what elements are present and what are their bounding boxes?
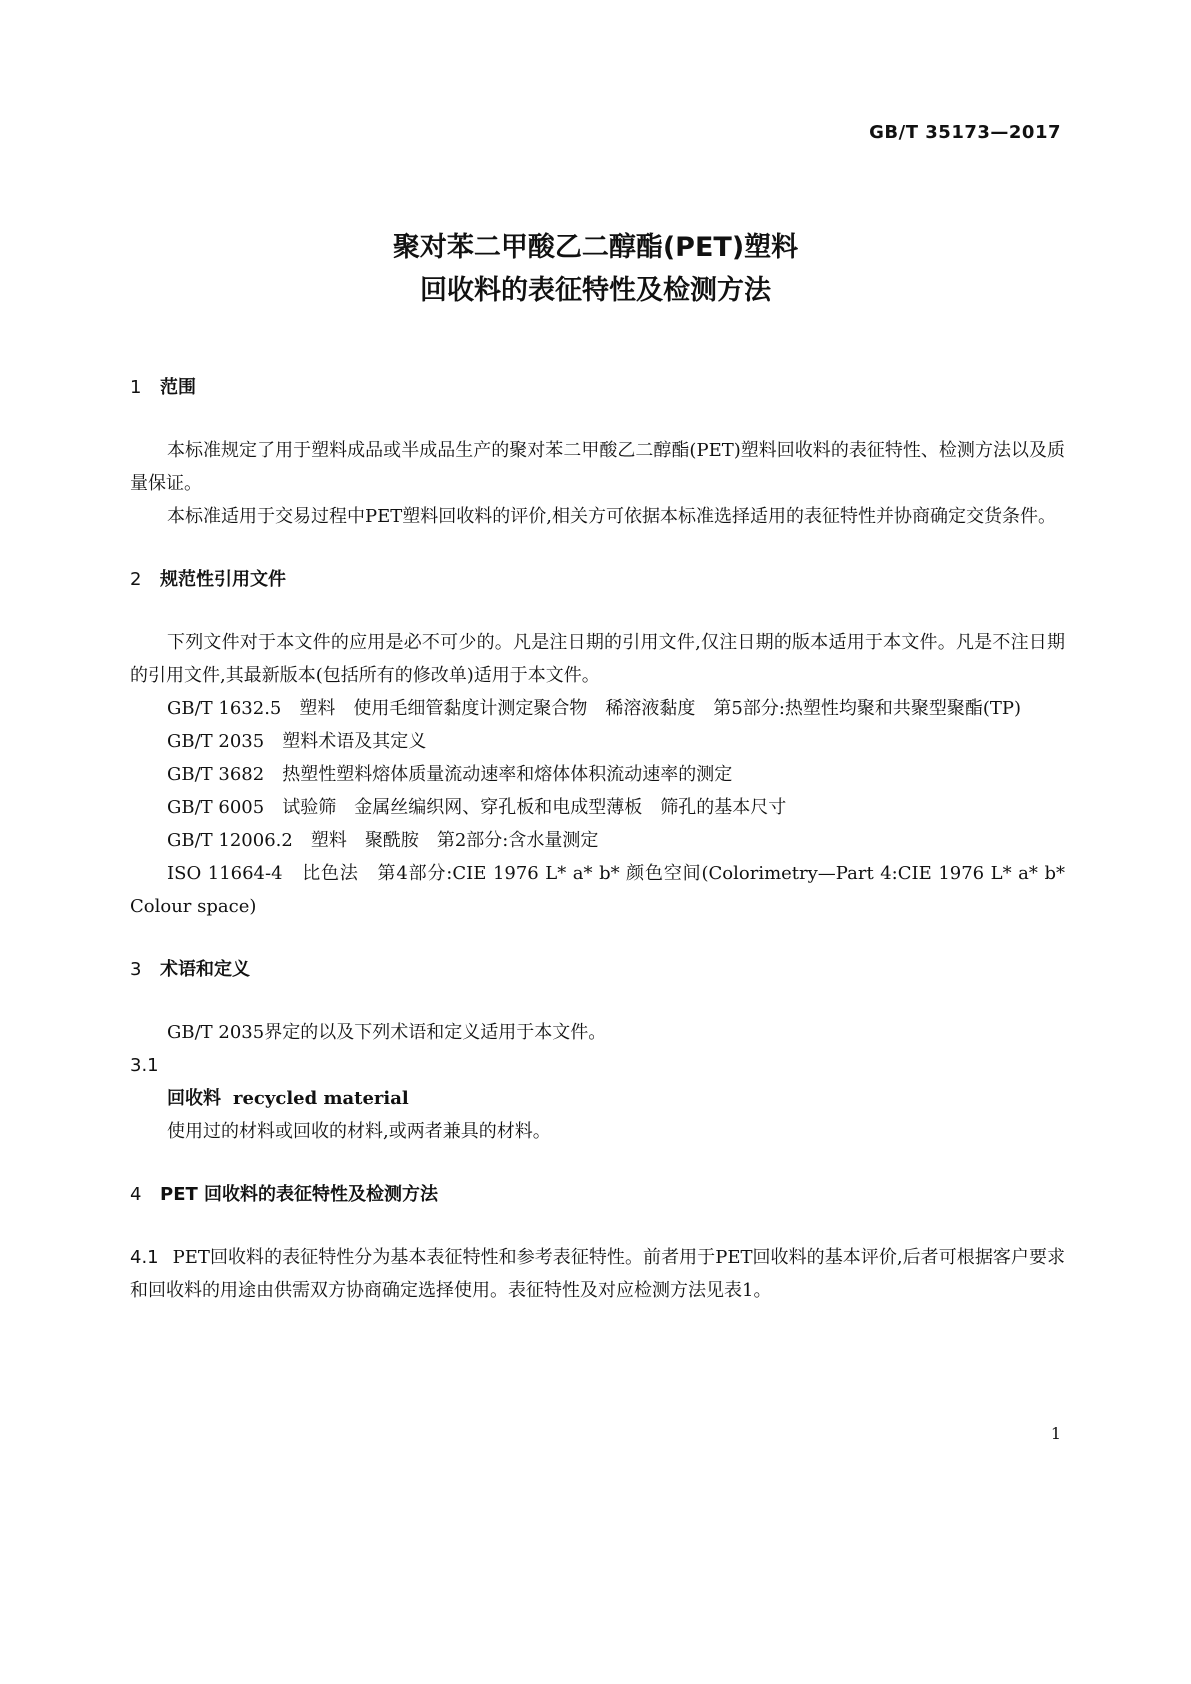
section-title: 范围 — [160, 377, 196, 398]
term-definition: 使用过的材料或回收的材料,或两者兼具的材料。 — [167, 1121, 551, 1142]
paragraph: 本标准适用于交易过程中PET塑料回收料的评价,相关方可依据本标准选择适用的表征特性并协商确定交货条件。 — [167, 506, 1056, 527]
section-title: 规范性引用文件 — [160, 569, 286, 590]
reference-item: GB/T 6005 试验筛 金属丝编织网、穿孔板和电成型薄板 筛孔的基本尺寸 — [167, 797, 787, 818]
reference-item: GB/T 3682 热塑性塑料熔体质量流动速率和熔体体积流动速率的测定 — [167, 764, 733, 785]
reference-item: GB/T 12006.2 塑料 聚酰胺 第2部分:含水量测定 — [167, 830, 599, 851]
section-number: 3 — [130, 959, 142, 980]
section-heading-scope — [130, 371, 1065, 404]
title-line-2: 回收料的表征特性及检测方法 — [420, 275, 771, 306]
document-body — [130, 371, 1065, 1307]
standard-number: GB/T 35173—2017 — [869, 122, 1061, 143]
term-name — [130, 1082, 1065, 1115]
clause-paragraph — [130, 1241, 1065, 1307]
paragraph: 本标准规定了用于塑料成品或半成品生产的聚对苯二甲酸乙二醇酯(PET)塑料回收料的表征特性、检测方法以及质量保证。 — [130, 440, 1065, 494]
reference-item: GB/T 1632.5 塑料 使用毛细管黏度计测定聚合物 稀溶液黏度 第5部分:热塑性均聚和共聚型聚酯(TP) — [167, 698, 1022, 719]
paragraph: GB/T 2035界定的以及下列术语和定义适用于本文件。 — [167, 1022, 607, 1043]
term-name-en: recycled material — [233, 1088, 409, 1109]
title-line-1: 聚对苯二甲酸乙二醇酯(PET)塑料 — [392, 232, 799, 263]
section-title: PET 回收料的表征特性及检测方法 — [160, 1184, 439, 1205]
section-heading-normative-references — [130, 563, 1065, 596]
clause-number: 4.1 — [130, 1247, 159, 1268]
reference-item: GB/T 2035 塑料术语及其定义 — [167, 731, 427, 752]
clause-text: PET回收料的表征特性分为基本表征特性和参考表征特性。前者用于PET回收料的基本评价,后者可根据客户要求和回收料的用途由供需双方协商确定选择使用。表征特性及对应检测方法见表1。 — [130, 1247, 1065, 1301]
page-number: 1 — [1050, 1424, 1061, 1443]
section-number: 2 — [130, 569, 142, 590]
section-heading-characteristics-and-methods — [130, 1178, 1065, 1211]
section-number: 1 — [130, 377, 142, 398]
paragraph: 下列文件对于本文件的应用是必不可少的。凡是注日期的引用文件,仅注日期的版本适用于本文件。凡是不注日期的引用文件,其最新版本(包括所有的修改单)适用于本文件。 — [130, 632, 1065, 686]
section-number: 4 — [130, 1184, 142, 1205]
section-title: 术语和定义 — [160, 959, 250, 980]
term-number: 3.1 — [130, 1055, 159, 1076]
document-title — [0, 226, 1191, 312]
reference-item: ISO 11664-4 比色法 第4部分:CIE 1976 L* a* b* 颜色空间(Colorimetry—Part 4:CIE 1976 L* a* b* Colour space) — [130, 863, 1065, 917]
term-name-zh: 回收料 — [167, 1088, 221, 1109]
section-heading-terms-and-definitions — [130, 953, 1065, 986]
